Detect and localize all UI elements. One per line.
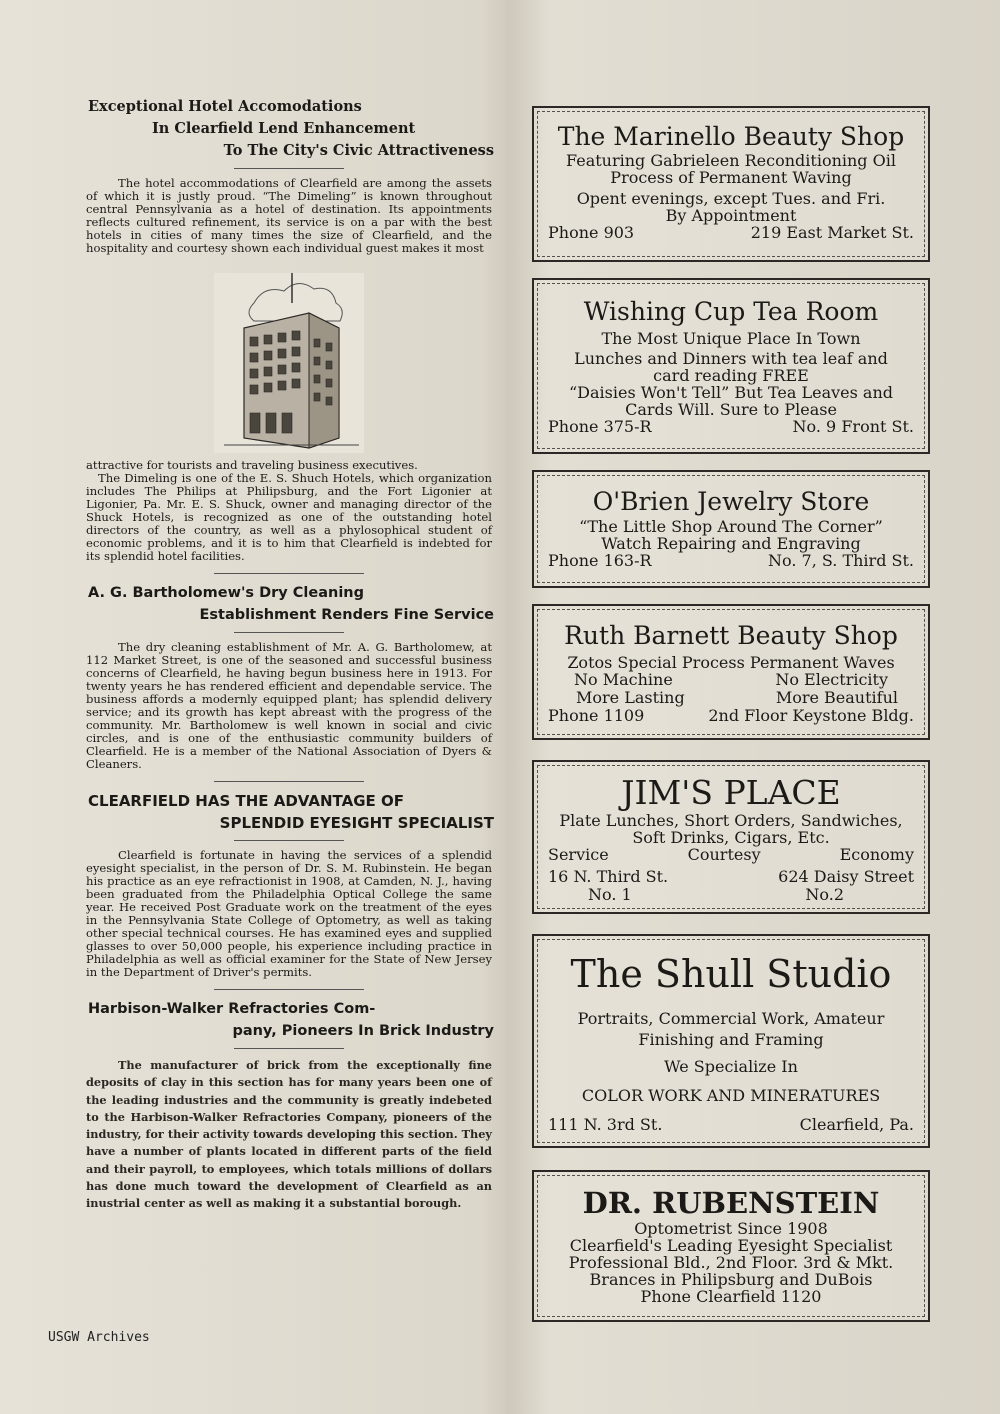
ad-address: 111 N. 3rd St.: [548, 1115, 663, 1134]
ad-line: “The Little Shop Around The Corner”: [579, 517, 883, 536]
ad-city: Clearfield, Pa.: [799, 1115, 914, 1134]
article-title: [84, 582, 494, 626]
title-line: To The City's Civic Attractiveness: [223, 142, 494, 159]
ad-line: Brances in Philipsburg and DuBois: [589, 1270, 873, 1289]
ad-line: Plate Lunches, Short Orders, Sandwiches,: [559, 811, 903, 830]
ad-line: Portraits, Commercial Work, Amateur: [577, 1009, 885, 1028]
ad-line: The Most Unique Place In Town: [601, 329, 861, 348]
ad-location-number: No.2: [805, 885, 844, 904]
ad-phone: Phone 1109: [548, 706, 645, 725]
article-eyesight: [84, 790, 494, 979]
divider: [234, 840, 344, 841]
ad-location: 16 N. Third St.: [548, 867, 669, 886]
ad-shull-studio: [532, 934, 930, 1148]
ad-marinello-beauty-shop: [532, 106, 930, 262]
ad-phone: Phone 375-R: [548, 417, 652, 436]
article-title: [84, 96, 494, 162]
ad-business-name: Ruth Barnett Beauty Shop: [564, 621, 898, 650]
ad-line: COLOR WORK AND MINERATURES: [581, 1086, 881, 1105]
article-paragraph: The Dimeling is one of the E. S. Shuch Hotels, which organization includes The Philips at Philipsburg, and the Fort Ligonier at Ligonier, Pa. Mr. E. S. Shuck, owner and managing director of the Shuck Hotels, is recognized as one of the outstanding hotel directors of the country, as well as a phylosophical student of economic problems, and it is to him that Clearfield is indebted for its splendid hotel facilities.: [86, 471, 492, 563]
article-title: [84, 998, 494, 1042]
ad-address: 2nd Floor Keystone Bldg.: [708, 706, 914, 725]
divider: [214, 781, 364, 782]
ad-business-name: The Shull Studio: [570, 952, 892, 996]
ad-line: Process of Permanent Waving: [610, 168, 852, 187]
ad-business-name: O'Brien Jewelry Store: [592, 487, 870, 516]
article-paragraph: The manufacturer of brick from the exceptionally fine deposits of clay in this section has for many years been one of the leading industries and the community is greatly indebeted to the Harbison-Walker Refractories Company, pioneers of the industry, for their activity towards developing this section. They have a number of plants located in different parts of the field and their payroll, to employees, which totals millions of dollars has done much toward the development of Clearfield as an inustrial center as well as making it a substantial borough.: [86, 1058, 492, 1211]
title-line: Establishment Renders Fine Service: [199, 607, 494, 623]
article-paragraph: attractive for tourists and traveling business executives.: [86, 458, 418, 472]
ad-address: No. 9 Front St.: [792, 417, 914, 436]
ad-feature: More Lasting: [576, 688, 685, 707]
ad-phone: Phone 903: [548, 223, 635, 242]
ad-line: Clearfield's Leading Eyesight Specialist: [569, 1236, 893, 1255]
ad-line: “Daisies Won't Tell” But Tea Leaves and: [569, 383, 893, 402]
ad-phone: Phone 163-R: [548, 551, 652, 570]
ad-line: Finishing and Framing: [638, 1030, 824, 1049]
ad-location-number-row: [534, 886, 928, 904]
divider: [234, 168, 344, 169]
article-title: [84, 790, 494, 834]
ad-feature: No Machine: [574, 670, 673, 689]
ad-feature-row: [534, 689, 928, 707]
ad-line: Phone Clearfield 1120: [640, 1287, 822, 1306]
ad-business-name: Wishing Cup Tea Room: [583, 297, 879, 326]
ad-business-name: The Marinello Beauty Shop: [557, 122, 905, 151]
title-line: CLEARFIELD HAS THE ADVANTAGE OF: [88, 792, 404, 810]
ad-line: By Appointment: [665, 206, 797, 225]
ad-dr-rubenstein: [532, 1170, 930, 1322]
divider: [234, 1048, 344, 1049]
ad-line: Watch Repairing and Engraving: [601, 534, 861, 553]
article-drycleaning: [84, 582, 494, 771]
divider: [214, 989, 364, 990]
ad-obrien-jewelry-store: [532, 470, 930, 588]
ad-address: No. 7, S. Third St.: [768, 551, 914, 570]
title-line: In Clearfield Lend Enhancement: [152, 120, 416, 137]
ad-line: We Specialize In: [664, 1057, 798, 1076]
ad-line: Professional Bld., 2nd Floor. 3rd & Mkt.: [568, 1253, 894, 1272]
left-column: [84, 96, 494, 1223]
ad-line: Zotos Special Process Permanent Waves: [567, 653, 895, 672]
ad-contact-row: [534, 418, 928, 436]
title-line: A. G. Bartholomew's Dry Cleaning: [88, 585, 365, 601]
divider: [214, 573, 364, 574]
ad-line: Featuring Gabrieleen Reconditioning Oil: [566, 151, 896, 170]
archive-watermark: USGW Archives: [48, 1330, 150, 1345]
ad-location-number: No. 1: [588, 885, 632, 904]
title-line: Exceptional Hotel Accomodations: [88, 98, 362, 115]
ad-motto: Courtesy: [687, 845, 761, 864]
ad-jims-place: [532, 760, 930, 914]
ad-business-name: JIM'S PLACE: [621, 773, 841, 812]
ad-location: 624 Daisy Street: [778, 867, 914, 886]
ad-address: 219 East Market St.: [750, 223, 914, 242]
title-line: Harbison-Walker Refractories Com-: [88, 1001, 376, 1017]
ad-contact-row: [534, 224, 928, 242]
ad-contact-row: [534, 552, 928, 570]
title-line: SPLENDID EYESIGHT SPECIALIST: [219, 814, 494, 832]
ad-line: Opent evenings, except Tues. and Fri.: [576, 189, 886, 208]
article-harbison: [84, 998, 494, 1213]
ad-feature: More Beautiful: [775, 688, 898, 707]
ad-motto: Service: [548, 845, 609, 864]
ad-line: Cards Will. Sure to Please: [625, 400, 837, 419]
ad-feature: No Electricity: [775, 670, 888, 689]
ad-location-row: [534, 868, 928, 886]
ad-business-name: DR. RUBENSTEIN: [582, 1186, 880, 1220]
ad-feature-row: [534, 671, 928, 689]
ad-line: Optometrist Since 1908: [634, 1219, 828, 1238]
ad-line: Lunches and Dinners with tea leaf and: [574, 349, 888, 368]
ad-motto-row: [534, 846, 928, 864]
divider: [234, 632, 344, 633]
ad-motto: Economy: [839, 845, 914, 864]
ad-contact-row: [534, 1116, 928, 1134]
ad-wishing-cup-tea-room: [532, 278, 930, 454]
article-paragraph: The hotel accommodations of Clearfield are among the assets of which it is justly proud. “The Dimeling” is known throughout central Pennsylvania as a hotel of destination. Its appointments reflects cultured refinement, its service is on a par with the best hotels in cities of many times the size of Clearfield, and the hospitality and courtesy shown each individual guest makes it most: [86, 176, 492, 255]
ad-contact-row: [534, 707, 928, 725]
ad-line: card reading FREE: [653, 366, 809, 385]
ad-line: Soft Drinks, Cigars, Etc.: [632, 828, 830, 847]
title-line: pany, Pioneers In Brick Industry: [232, 1023, 494, 1039]
article-paragraph: Clearfield is fortunate in having the services of a splendid eyesight specialist, in the person of Dr. S. M. Rubinstein. He began his practice as an eye refractionist in 1908, at Camden, N. J., having been graduated from the Philadelphia Optical College the same year. He received Post Graduate work on the treatment of the eyes in the Pennsylvania State College of Optometry, as well as taking other special technical courses. He has examined eyes and supplied glasses to over 50,000 people, his experience including practice in Philadelphia as well as official examiner for the State of New Jersey in the Department of Driver's permits.: [86, 848, 492, 979]
hotel-building-illustration: [214, 273, 364, 453]
ad-ruth-barnett-beauty-shop: [532, 604, 930, 740]
article-paragraph: The dry cleaning establishment of Mr. A. G. Bartholomew, at 112 Market Street, is one of the seasoned and successful business concerns of Clearfield, he having begun business here in 1913. For twenty years he has rendered efficient and dependable service. The business affords a modernly equipped plant; has splendid delivery service; and its growth has kept abreast with the progress of the community. Mr. Bartholomew is well known in social and civic circles, and is one of the enthusiastic community builders of Clearfield. He is a member of the National Association of Dyers & Cleaners.: [86, 640, 492, 771]
article-hotel: [84, 96, 494, 563]
